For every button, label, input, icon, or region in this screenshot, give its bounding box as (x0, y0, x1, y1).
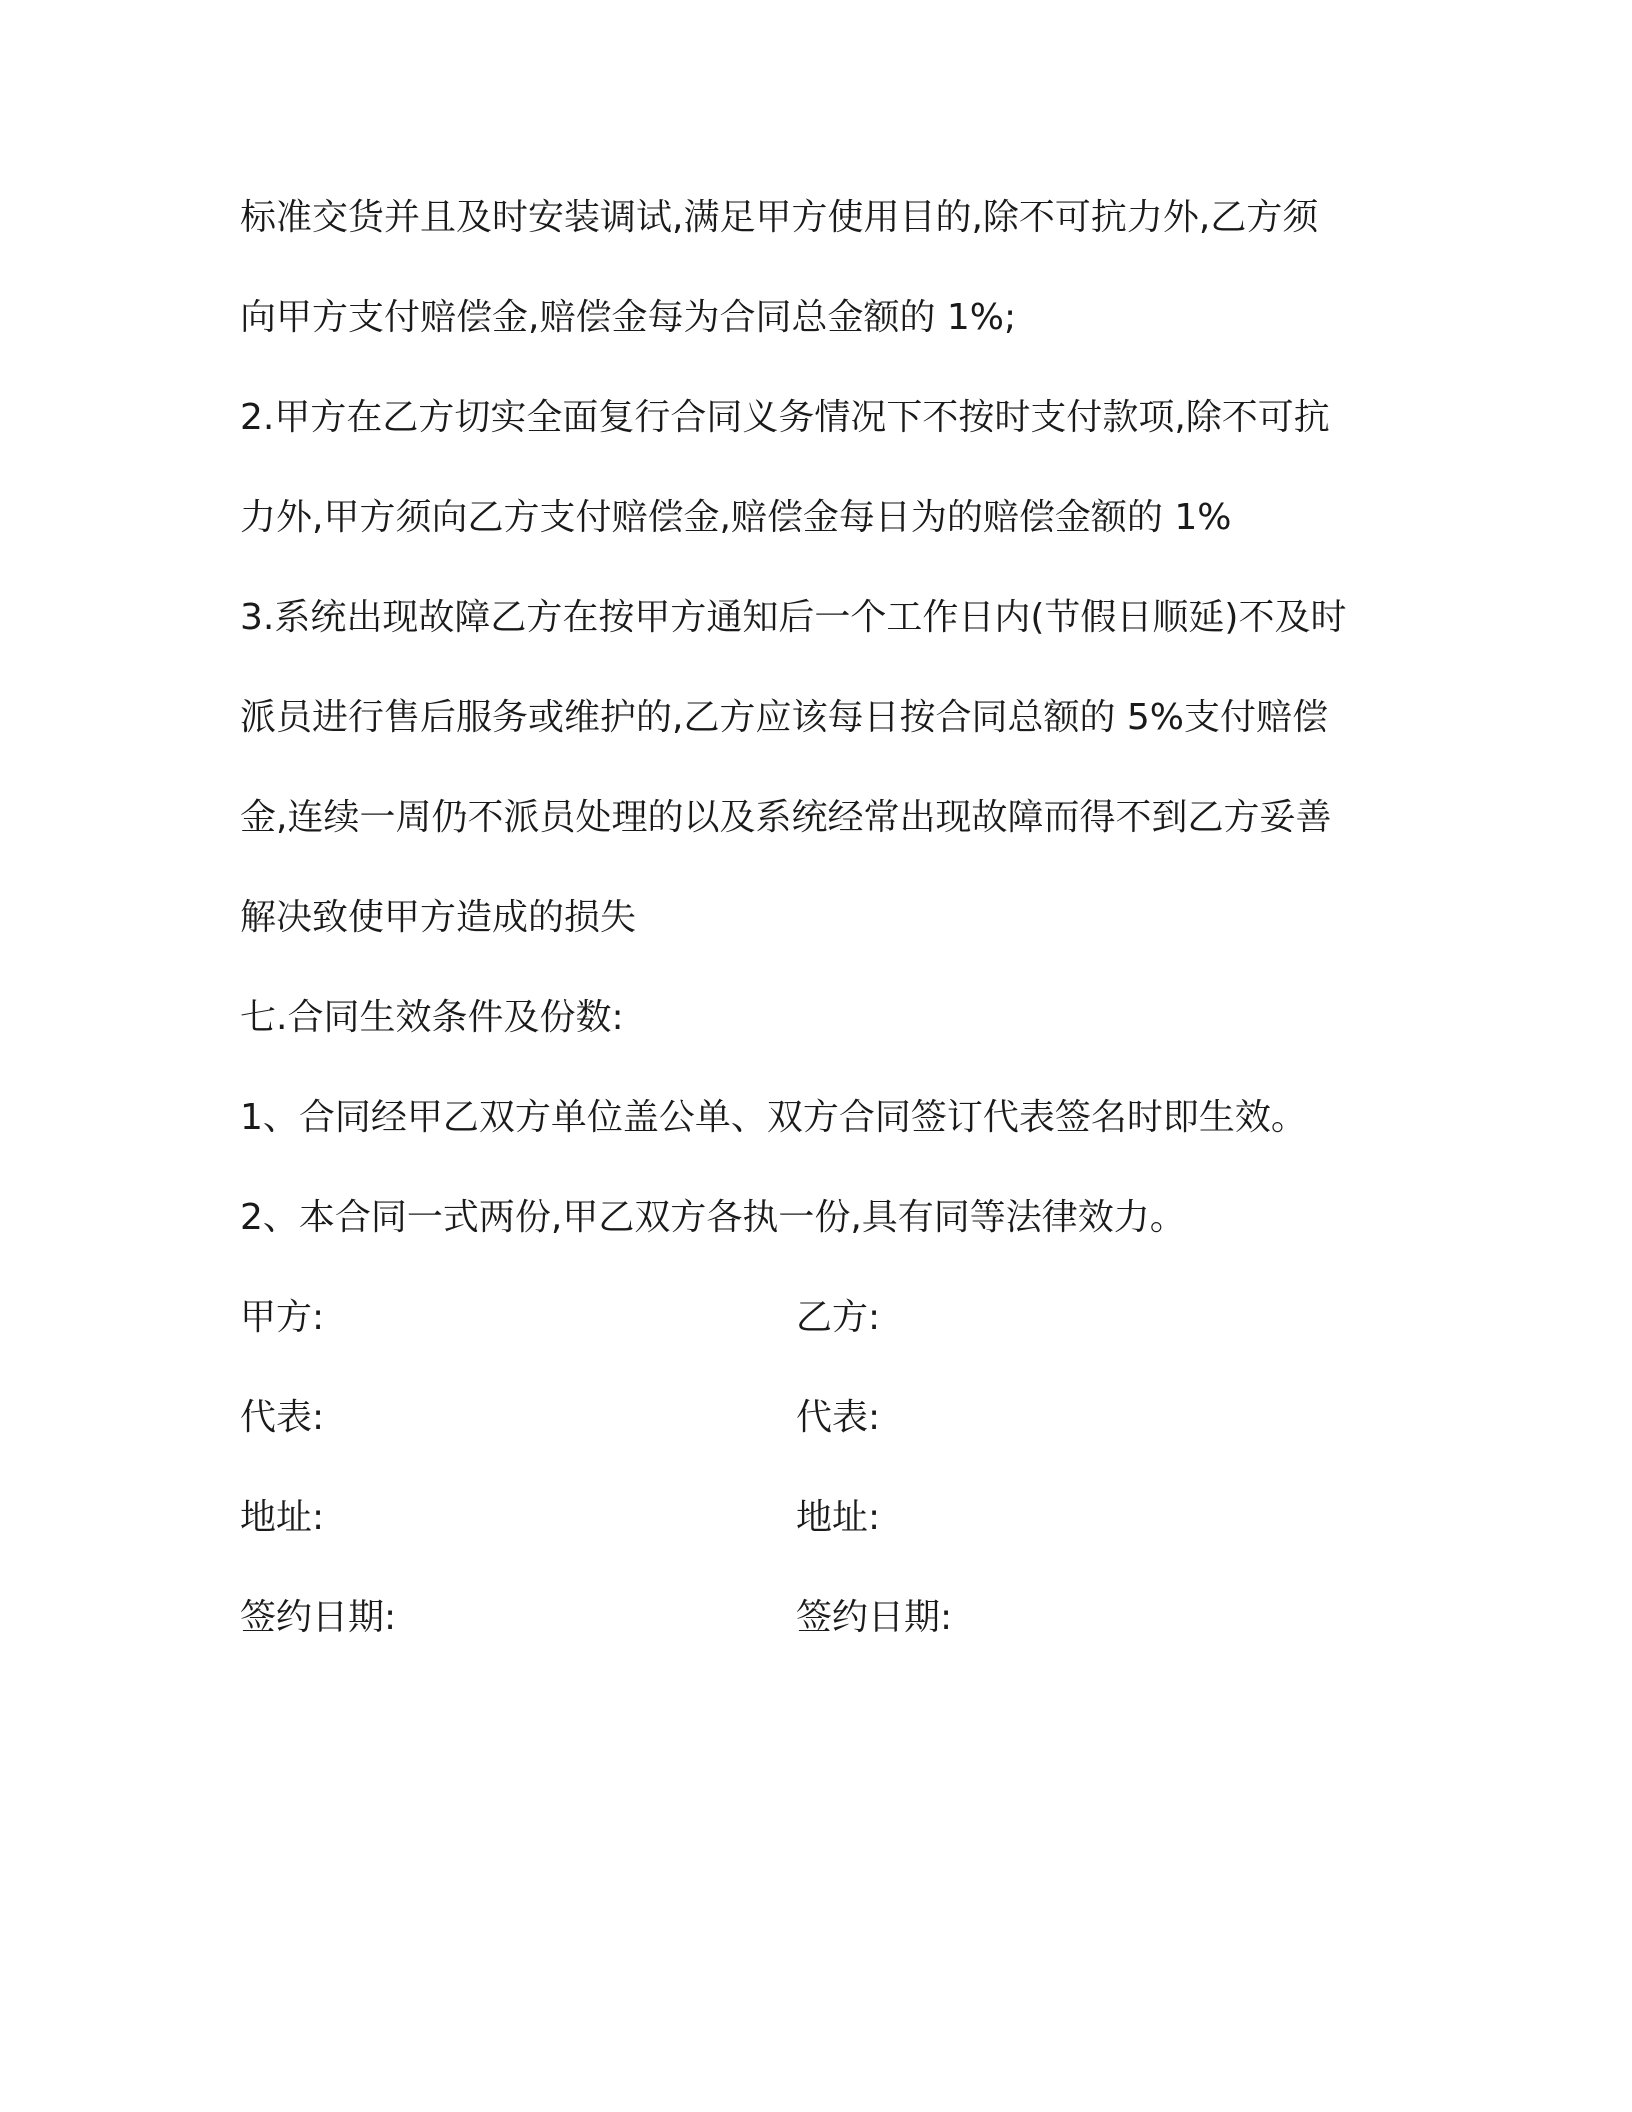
party-a-label: 甲方: (240, 1297, 325, 1338)
effect-clause-1: 1、合同经甲乙双方单位盖公单、双方合同签订代表签名时即生效。 (240, 1097, 1307, 1138)
clause-3-line: 金,连续一周仍不派员处理的以及系统经常出现故障而得不到乙方妥善 (240, 797, 1332, 838)
clause-3-line: 3.系统出现故障乙方在按甲方通知后一个工作日内(节假日顺延)不及时 (240, 597, 1347, 638)
party-a-signing-date-label: 签约日期: (240, 1597, 397, 1638)
party-b-representative-label: 代表: (796, 1397, 881, 1438)
party-b-signing-date-label: 签约日期: (796, 1597, 953, 1638)
clause-3-line: 派员进行售后服务或维护的,乙方应该每日按合同总额的 5%支付赔偿 (240, 697, 1328, 738)
section-heading: 七.合同生效条件及份数: (240, 997, 624, 1038)
clause-text-line: 标准交货并且及时安装调试,满足甲方使用目的,除不可抗力外,乙方须 (240, 197, 1319, 238)
party-a-address-label: 地址: (240, 1497, 325, 1538)
clause-2-line: 力外,甲方须向乙方支付赔偿金,赔偿金每日为的赔偿金额的 1% (240, 497, 1232, 538)
party-a-representative-label: 代表: (240, 1397, 325, 1438)
clause-text-line: 向甲方支付赔偿金,赔偿金每为合同总金额的 1%; (240, 297, 1017, 338)
clause-3-line: 解决致使甲方造成的损失 (240, 897, 637, 938)
clause-2-line: 2.甲方在乙方切实全面复行合同义务情况下不按时支付款项,除不可抗 (240, 397, 1330, 438)
party-b-address-label: 地址: (796, 1497, 881, 1538)
party-b-label: 乙方: (796, 1297, 881, 1338)
effect-clause-2: 2、本合同一式两份,甲乙双方各执一份,具有同等法律效力。 (240, 1197, 1186, 1238)
